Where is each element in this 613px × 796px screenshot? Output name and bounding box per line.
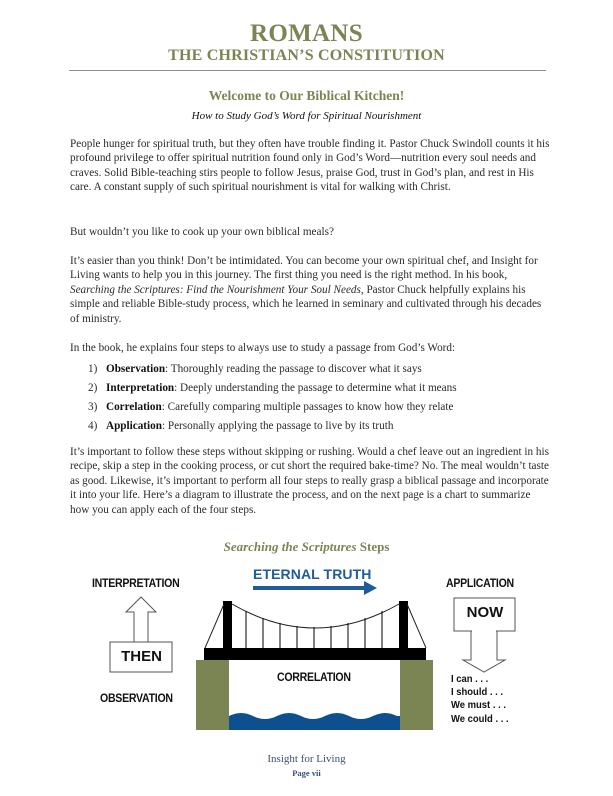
then-label: THEN (121, 648, 162, 665)
book-title: Searching the Scriptures: Find the Nourishment Your Soul Needs (70, 283, 361, 296)
diagram-title-book: Searching the Scriptures (223, 539, 357, 554)
interpretation-label: INTERPRETATION (92, 576, 180, 590)
application-label: APPLICATION (446, 576, 514, 590)
paragraph-conclusion: It’s important to follow these steps without skipping or rushing. Would a chef leave out an ingredient in his recipe, skip a step in the cooking process, or cut short the required bake-time? No. The meal wouldn’t taste as good. Likewise, it’s important to perform all four steps to really grasp a biblical passage and incorporate it into your life. Here’s a diagram to illustrate the process, and on the next page is a chart to summarize how you can apply each of the four steps. (70, 446, 549, 516)
step-term: Interpretation (106, 382, 175, 394)
step-description: : Carefully comparing multiple passages to know how they relate (161, 401, 454, 413)
paragraph-question: But wouldn’t you like to cook up your own biblical meals? (70, 226, 334, 238)
footer-organization: Insight for Living (267, 753, 346, 765)
section-subtitle: How to Study God’s Word for Spiritual Nourishment (191, 110, 422, 122)
paragraph-steps-intro: In the book, he explains four steps to always use to study a passage from God’s Word: (70, 342, 456, 354)
observation-label: OBSERVATION (100, 691, 173, 705)
step-description: : Personally applying the passage to live by its truth (161, 420, 394, 432)
step-number: 4) (88, 420, 98, 432)
application-statements (451, 673, 509, 726)
now-label: NOW (466, 604, 504, 621)
application-statement: We must . . . (451, 699, 506, 712)
step-description: : Thoroughly reading the passage to discover what it says (165, 363, 422, 375)
up-arrow-icon (126, 597, 156, 642)
correlation-label: CORRELATION (277, 670, 351, 684)
document-subtitle: THE CHRISTIAN’S CONSTITUTION (168, 47, 445, 64)
diagram-title-rest: Steps (356, 539, 390, 554)
paragraph-intro: People hunger for spiritual truth, but they often have trouble finding it. Pastor Chuck Swindoll counts it his profound privilege to offer spiritual nutrition found only in God’s Word—nutrition every soul needs and craves. Solid Bible-teaching stirs people to follow Jesus, praise God, trust in God’s plan, and rest in His care. A constant supply of such spiritual nourishment is vital for walking with Christ. (70, 138, 550, 194)
section-title: Welcome to Our Biblical Kitchen! (208, 88, 405, 103)
eternal-truth-label: ETERNAL TRUTH (253, 566, 372, 582)
paragraph-method-text-1: It’s easier than you think! Don’t be intimidated. You can become your own spiritual chef, and Insight for Living wants to help you in this journey. The first thing you need is the right method. In his book, (70, 255, 538, 282)
bridge-icon (196, 601, 433, 730)
step-term: Observation (106, 363, 166, 375)
step-term: Correlation (106, 401, 162, 413)
step-number: 1) (88, 363, 98, 375)
document-title: ROMANS (250, 20, 363, 47)
step-term: Application (106, 420, 162, 432)
step-number: 2) (88, 382, 98, 394)
eternal-truth-arrow-icon (253, 581, 377, 595)
step-number: 3) (88, 401, 98, 413)
application-statement: We could . . . (451, 712, 509, 725)
application-statement: I can . . . (451, 673, 489, 685)
step-description: : Deeply understanding the passage to determine what it means (174, 382, 457, 394)
application-statement: I should . . . (451, 686, 503, 699)
down-arrow-icon (463, 630, 505, 672)
page-number: Page vii (292, 768, 321, 778)
paragraph-method-text-2: , Pastor Chuck helpfully explains his simple and reliable Bible-study process, which he learned in seminary and cultivated through his decades of ministry. (70, 283, 542, 325)
